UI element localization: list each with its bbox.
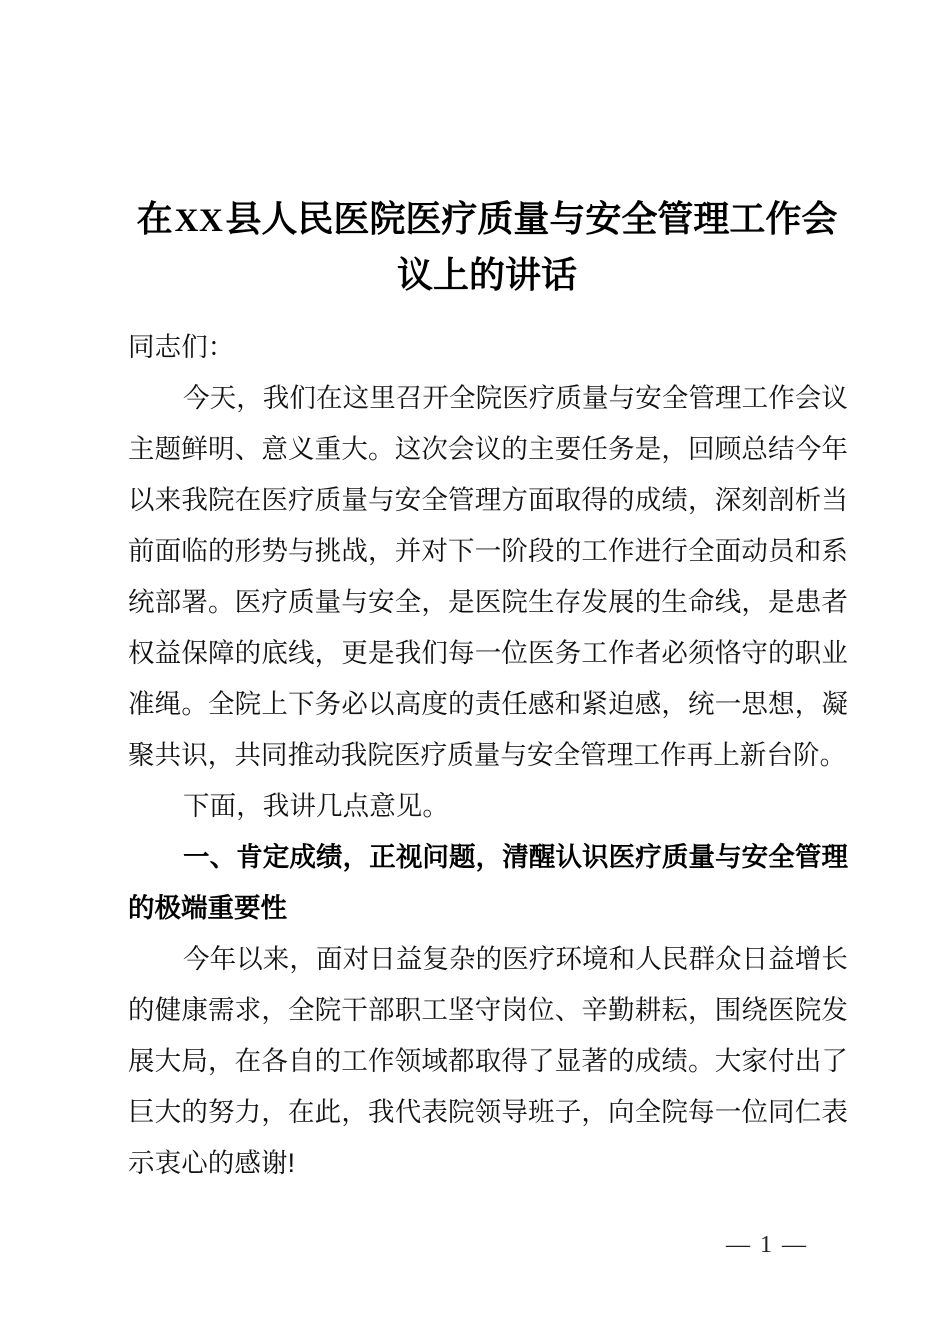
paragraph-1: 今天，我们在这里召开全院医疗质量与安全管理工作会议主题鲜明、意义重大。这次会议的主要任务是，回顾总结今年以来我院在医疗质量与安全管理方面取得的成绩，深刻剖析当前面临的形势与挑战，并对下一阶段的工作进行全面动员和系统部署。医疗质量与安全，是医院生存发展的生命线，是患者权益保障的底线，更是我们每一位医务工作者必须恪守的职业准绳。全院上下务必以高度的责任感和紧迫感，统一思想，凝聚共识，共同推动我院医疗质量与安全管理工作再上新台阶。 [128, 383, 848, 770]
page-number: — 1 — [726, 1232, 808, 1258]
section-heading-1: 一、肯定成绩，正视问题，清醒认识医疗质量与安全管理的极端重要性 [128, 842, 848, 923]
title-prefix: 在 [136, 198, 173, 240]
salutation: 同志们： [128, 332, 235, 362]
title-rest: 县人民医院医疗质量与安全管理工作会议上的讲话 [225, 198, 838, 296]
page-footer [128, 1228, 846, 1262]
page-title [128, 192, 846, 302]
section-paragraph-1: 今年以来，面对日益复杂的医疗环境和人民群众日益增长的健康需求，全院干部职工坚守岗位、辛勤耕耘，围绕医院发展大局，在各自的工作领域都取得了显著的成绩。大家付出了巨大的努力，在此，我代表院领导班子，向全院每一位同仁表示衷心的感谢! [128, 944, 848, 1178]
paragraph-2: 下面，我讲几点意见。 [183, 791, 449, 821]
title-latin-placeholder: XX [174, 203, 224, 240]
document-body [128, 322, 848, 1189]
